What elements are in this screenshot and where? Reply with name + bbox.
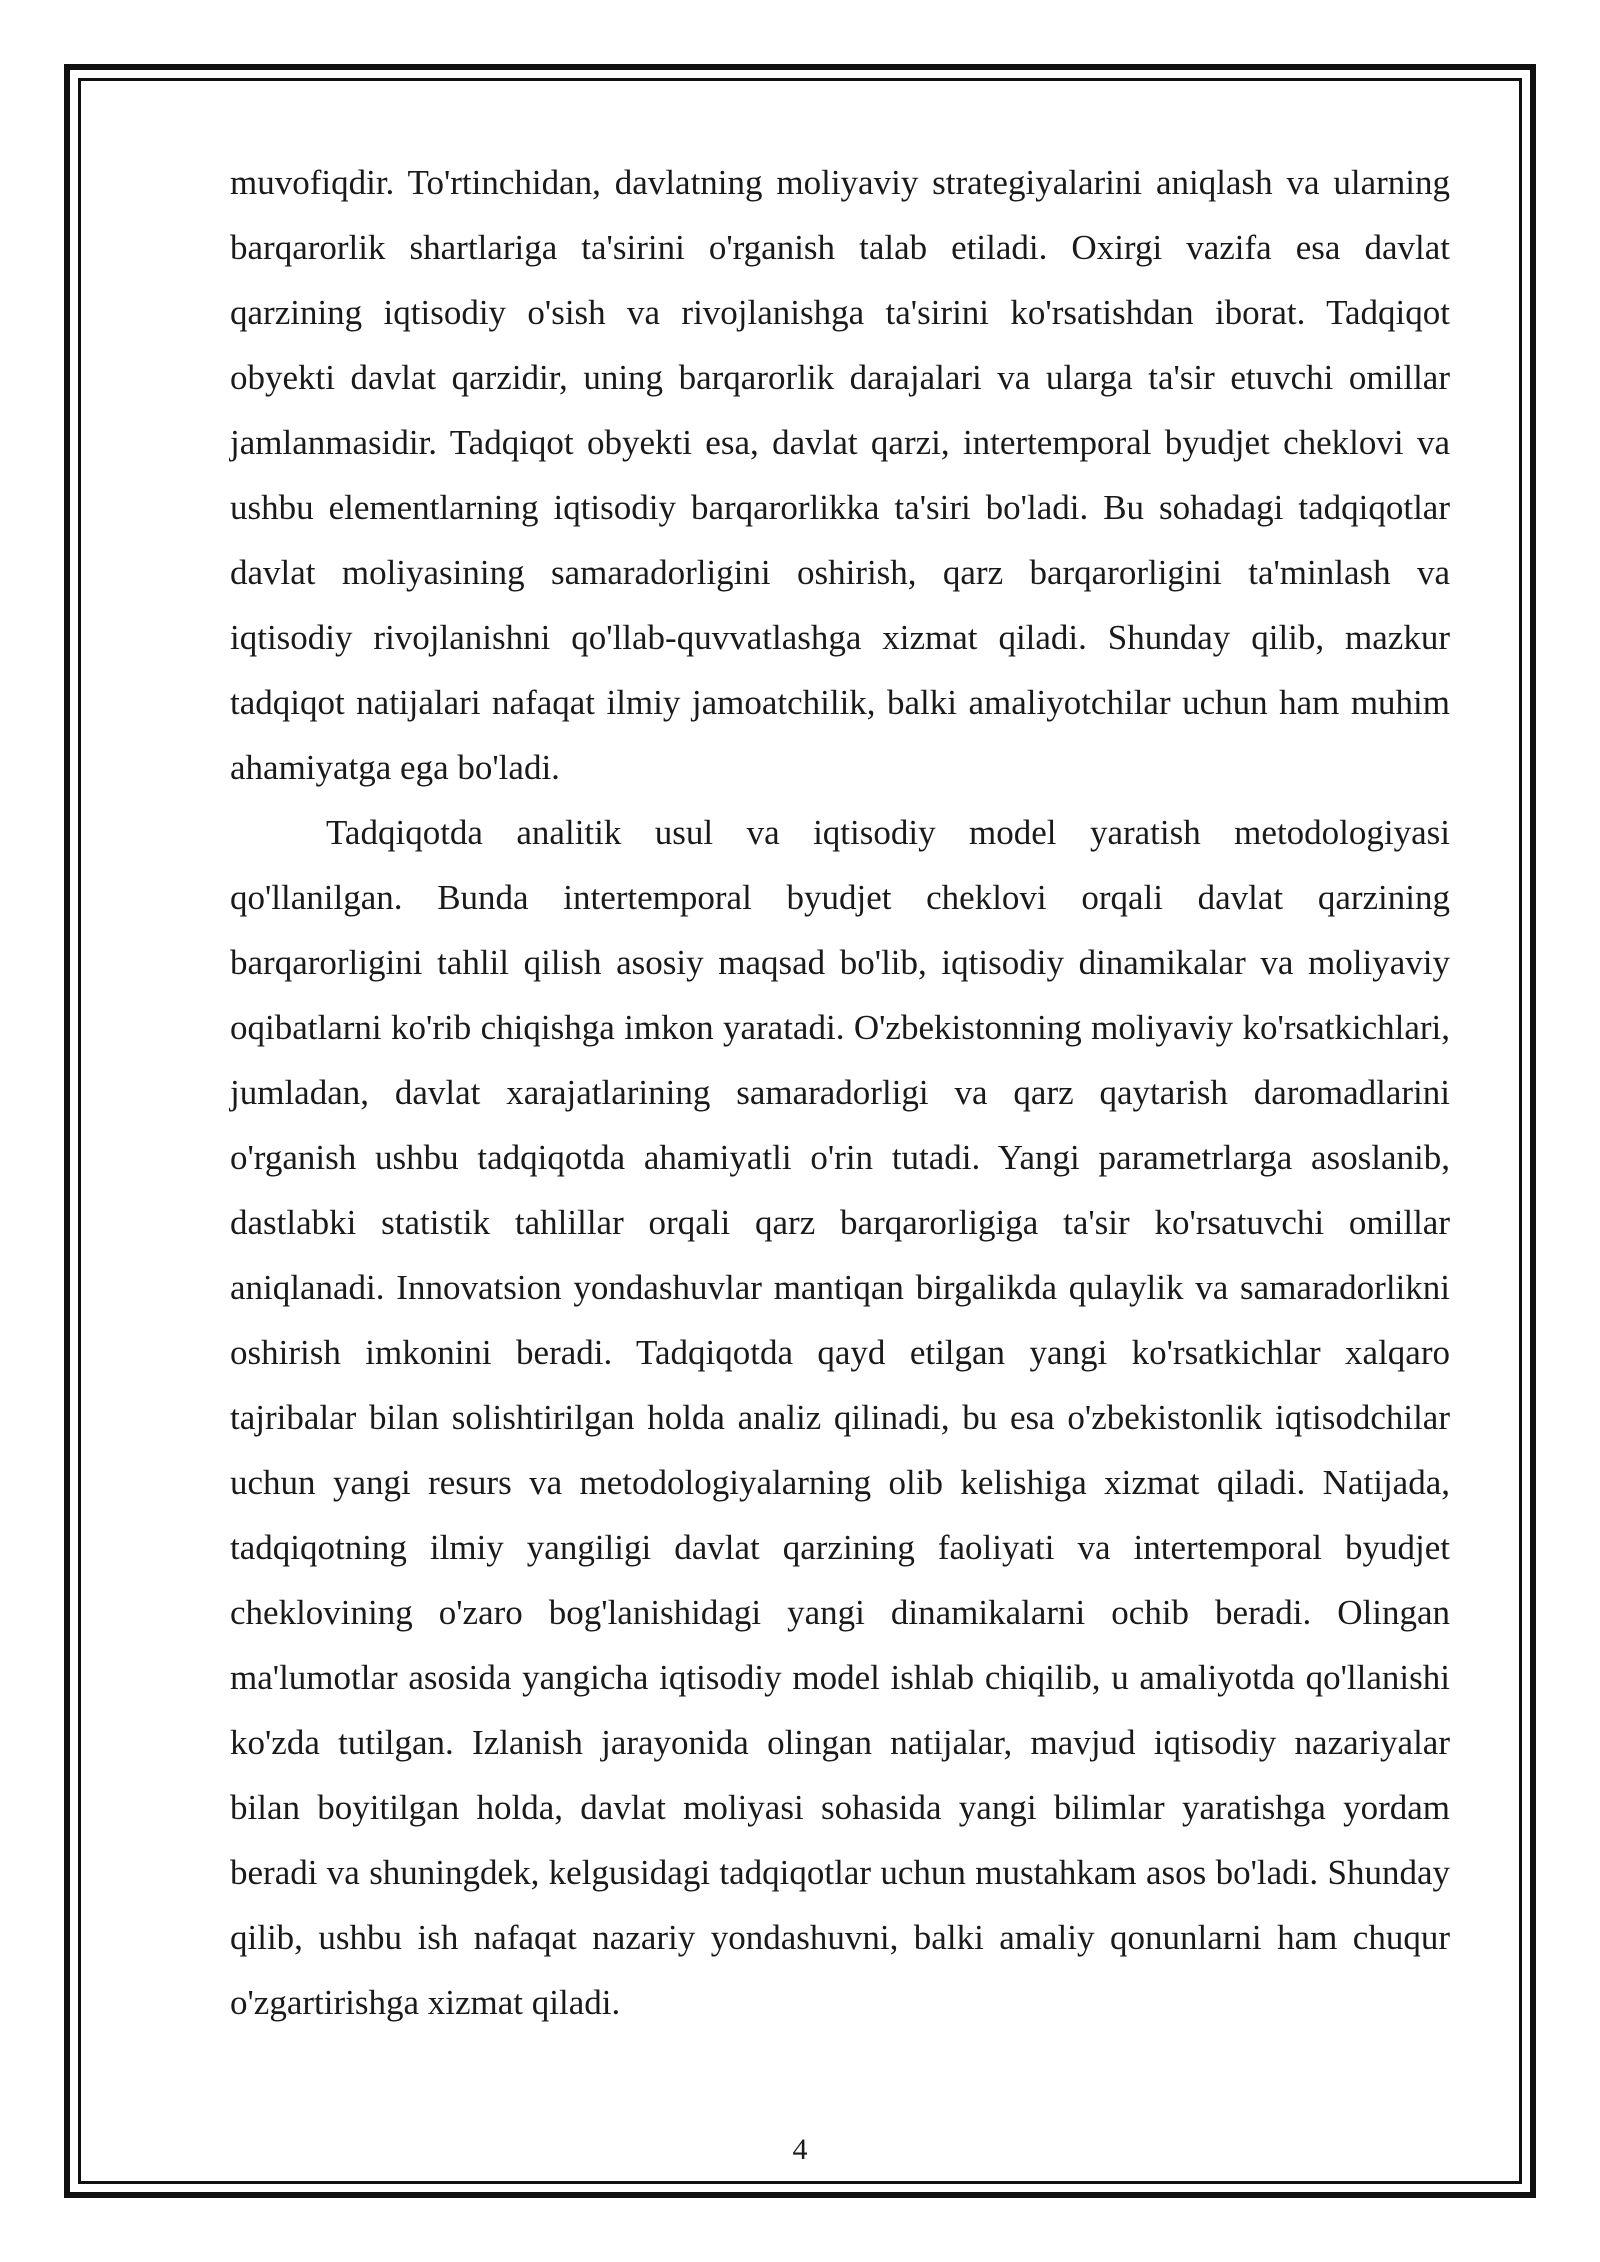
paragraph-1: muvofiqdir. To'rtinchidan, davlatning moliyaviy strategiyalarini aniqlash va ularning barqarorlik shartlariga ta'sirini o'rganish talab etiladi. Oxirgi vazifa esa davlat qarzining iqtisodiy o'sish va rivojlanishga ta'sirini ko'rsatishdan iborat. Tadqiqot obyekti davlat qarzidir, uning barqarorlik darajalari va ularga ta'sir etuvchi omillar jamlanmasidir. Tadqiqot obyekti esa, davlat qarzi, intertemporal byudjet cheklovi va ushbu elementlarning iqtisodiy barqarorlikka ta'siri bo'ladi. Bu sohadagi tadqiqotlar davlat moliyasining samaradorligini oshirish, qarz barqarorligini ta'minlash va iqtisodiy rivojlanishni qo'llab-quvvatlashga xizmat qiladi. Shunday qilib, mazkur tadqiqot natijalari nafaqat ilmiy jamoatchilik, balki amaliyotchilar uchun ham muhim ahamiyatga ega bo'ladi. — [230, 163, 1450, 787]
page-number: 4 — [792, 2133, 808, 2166]
paragraph-2: Tadqiqotda analitik usul va iqtisodiy model yaratish metodologiyasi qo'llanilgan. Bunda intertemporal byudjet cheklovi orqali davlat qarzining barqarorligini tahlil qilish asosiy maqsad bo'lib, iqtisodiy dinamikalar va moliyaviy oqibatlarni ko'rib chiqishga imkon yaratadi. O'zbekistonning moliyaviy ko'rsatkichlari, jumladan, davlat xarajatlarining samaradorligi va qarz qaytarish daromadlarini o'rganish ushbu tadqiqotda ahamiyatli o'rin tutadi. Yangi parametrlarga asoslanib, dastlabki statistik tahlillar orqali qarz barqarorligiga ta'sir ko'rsatuvchi omillar aniqlanadi. Innovatsion yondashuvlar mantiqan birgalikda qulaylik va samaradorlikni oshirish imkonini beradi. Tadqiqotda qayd etilgan yangi ko'rsatkichlar xalqaro tajribalar bilan solishtirilgan holda analiz qilinadi, bu esa o'zbekistonlik iqtisodchilar uchun yangi resurs va metodologiyalarning olib kelishiga xizmat qiladi. Natijada, tadqiqotning ilmiy yangiligi davlat qarzining faoliyati va intertemporal byudjet cheklovining o'zaro bog'lanishidagi yangi dinamikalarni ochib beradi. Olingan ma'lumotlar asosida yangicha iqtisodiy model ishlab chiqilib, u amaliyotda qo'llanishi ko'zda tutilgan. Izlanish jarayonida olingan natijalar, mavjud iqtisodiy nazariyalar bilan boyitilgan holda, davlat moliyasi sohasida yangi bilimlar yaratishga yordam beradi va shuningdek, kelgusidagi tadqiqotlar uchun mustahkam asos bo'ladi. Shunday qilib, ushbu ish nafaqat nazariy yondashuvni, balki amaliy qonunlarni ham chuqur o'zgartirishga xizmat qiladi. — [230, 813, 1450, 2022]
document-body — [230, 150, 1450, 2035]
